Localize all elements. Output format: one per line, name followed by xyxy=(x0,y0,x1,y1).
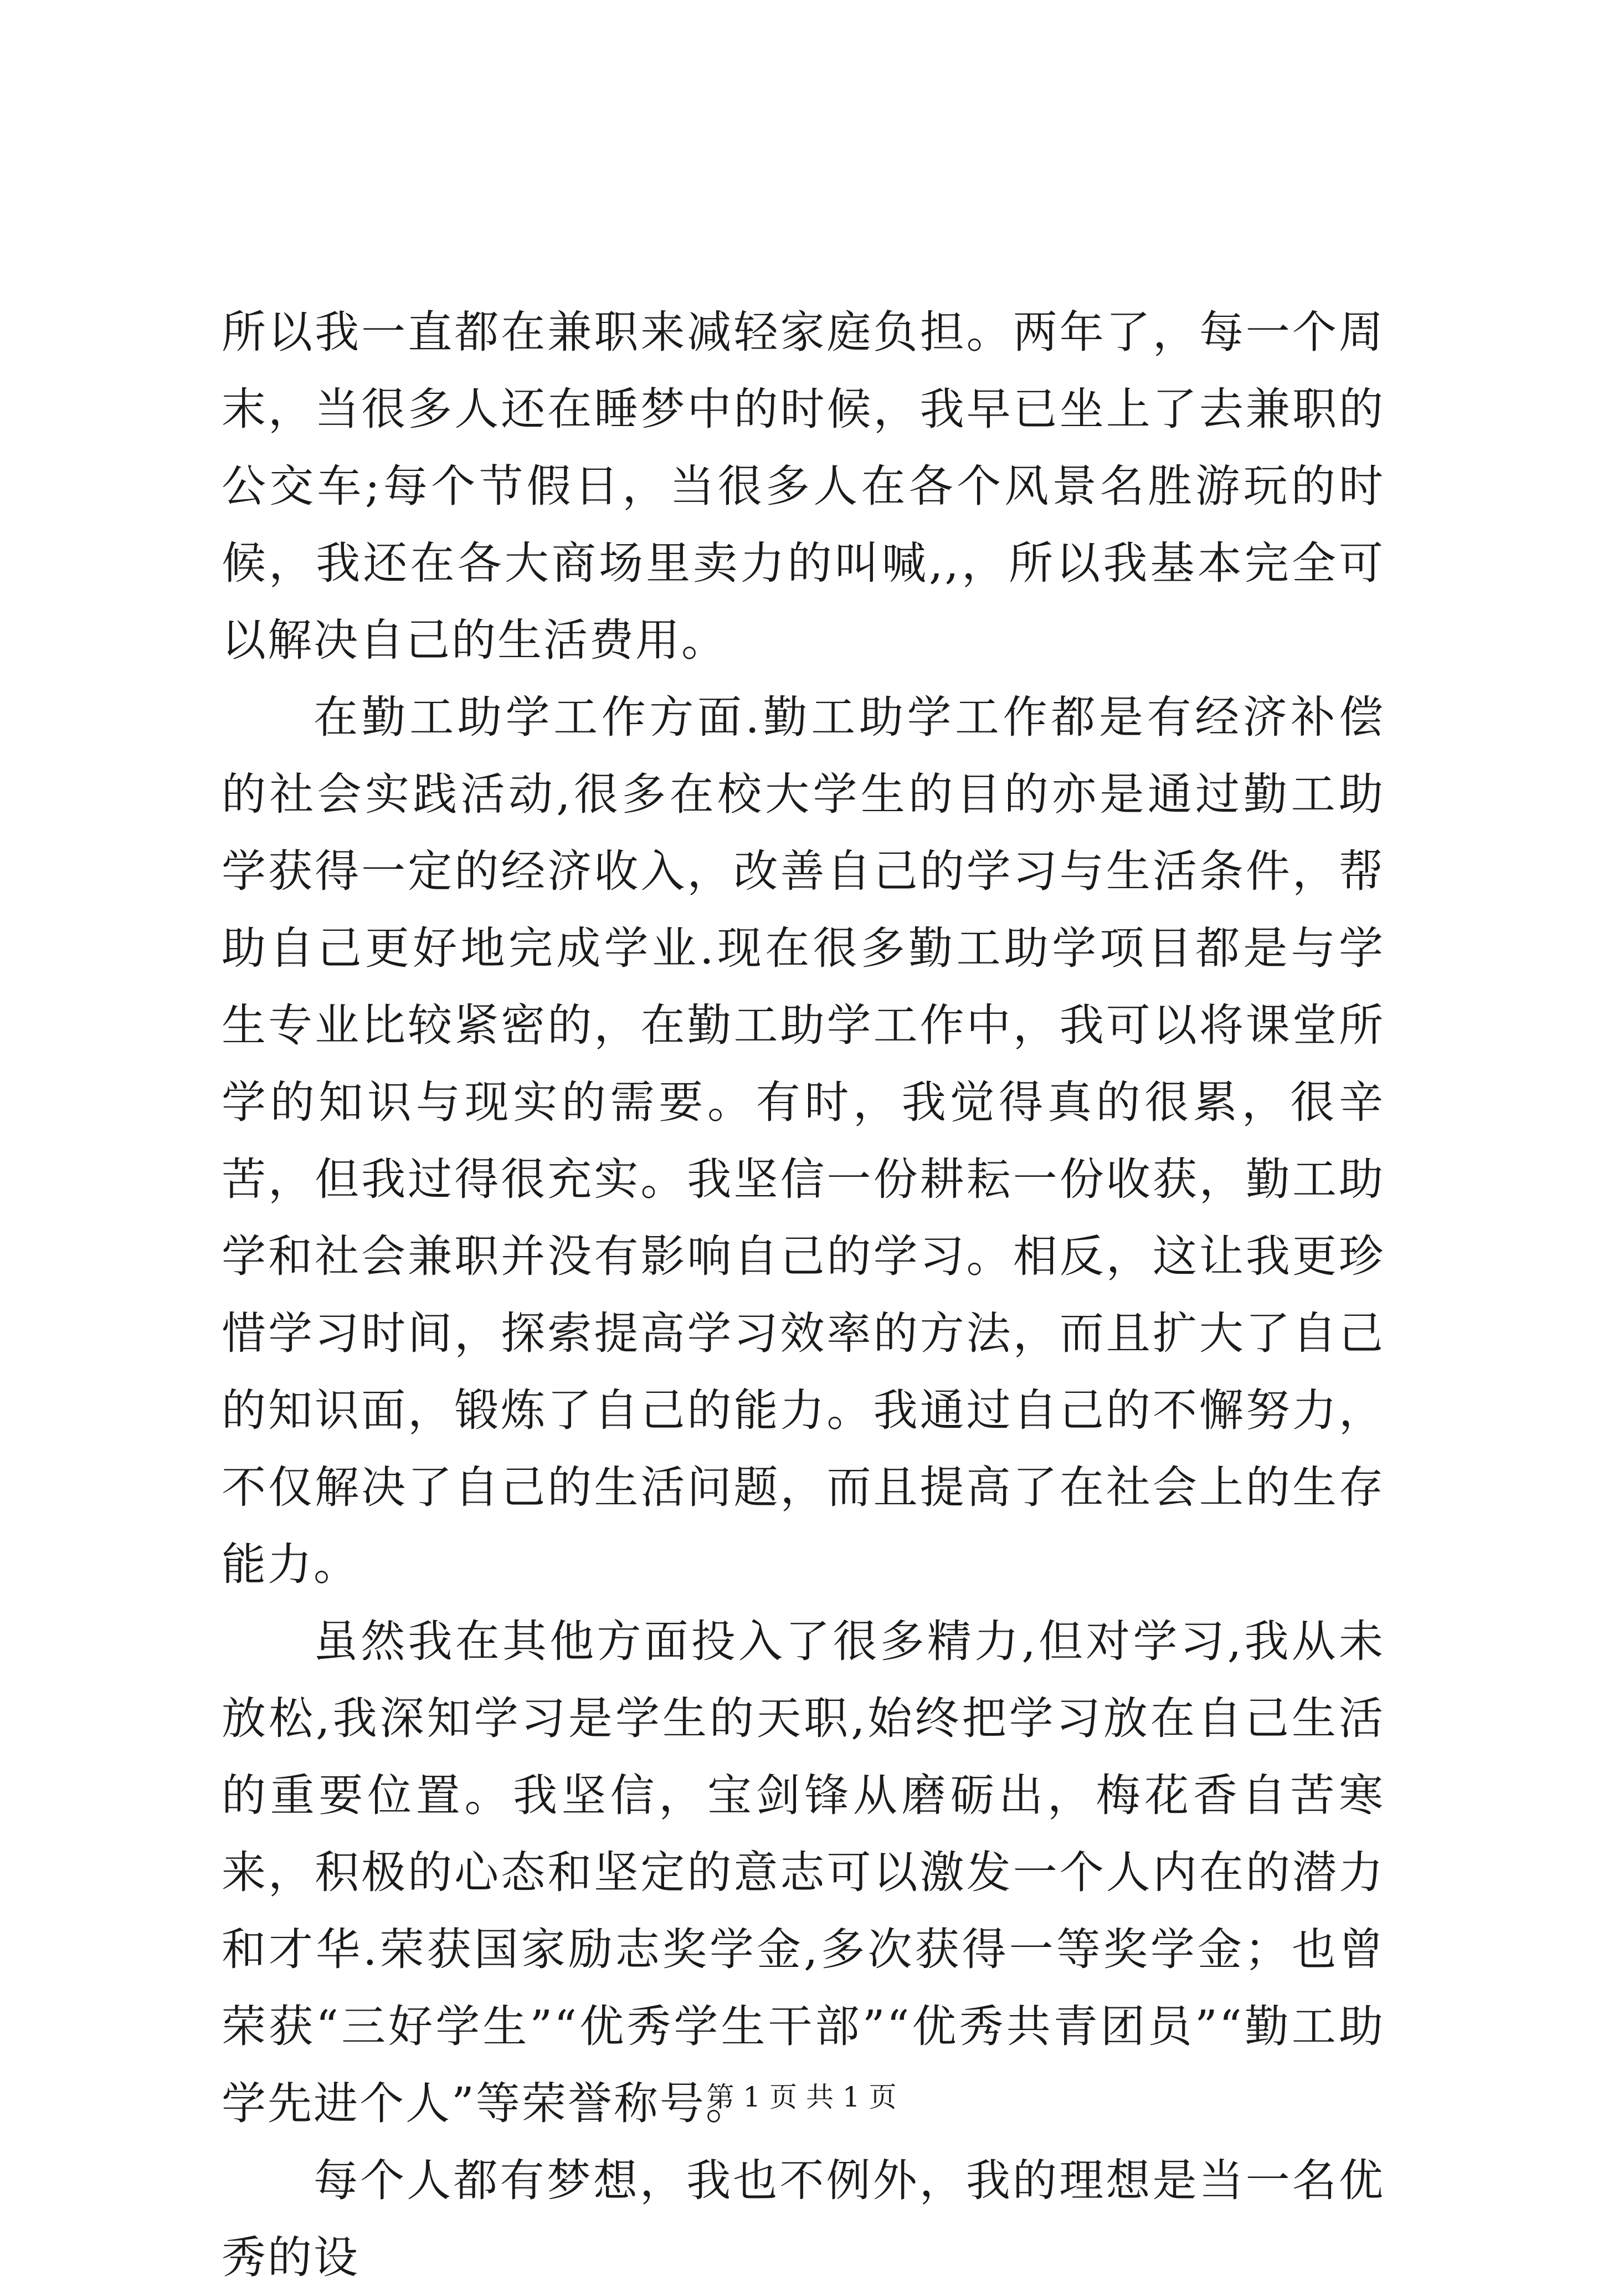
paragraph-4: 每个人都有梦想，我也不例外，我的理想是当一名优秀的设 xyxy=(222,2155,1385,2283)
document-body xyxy=(222,294,1385,2296)
paragraph-1: 所以我一直都在兼职来减轻家庭负担。两年了，每一个周末，当很多人还在睡梦中的时候，我早已坐上了去兼职的公交车;每个节假日，当很多人在各个风景名胜游玩的时候，我还在各大商场里卖力的叫喊,,，所以我基本完全可以解决自己的生活费用。 xyxy=(222,306,1385,666)
paragraph-3: 虽然我在其他方面投入了很多精力,但对学习,我从未放松,我深知学习是学生的天职,始终把学习放在自己生活的重要位置。我坚信，宝剑锋从磨砺出，梅花香自苦寒来，积极的心态和坚定的意志可以激发一个人内在的潜力和才华.荣获国家励志奖学金,多次获得一等奖学金；也曾荣获“三好学生”“优秀学生干部”“优秀共青团员”“勤工助学先进个人”等荣誉称号。 xyxy=(222,1616,1385,2129)
page-footer: 第 1 页 共 1 页 xyxy=(706,2081,897,2113)
paragraph-2: 在勤工助学工作方面.勤工助学工作都是有经济补偿的社会实践活动,很多在校大学生的目的亦是通过勤工助学获得一定的经济收入，改善自己的学习与生活条件，帮助自己更好地完成学业.现在很多勤工助学项目都是与学生专业比较紧密的，在勤工助学工作中，我可以将课堂所学的知识与现实的需要。有时，我觉得真的很累，很辛苦，但我过得很充实。我坚信一份耕耘一份收获，勤工助学和社会兼职并没有影响自己的学习。相反，这让我更珍惜学习时间，探索提高学习效率的方法，而且扩大了自己的知识面，锻炼了自己的能力。我通过自己的不懈努力，不仅解决了自己的生活问题，而且提高了在社会上的生存能力。 xyxy=(222,691,1385,1590)
